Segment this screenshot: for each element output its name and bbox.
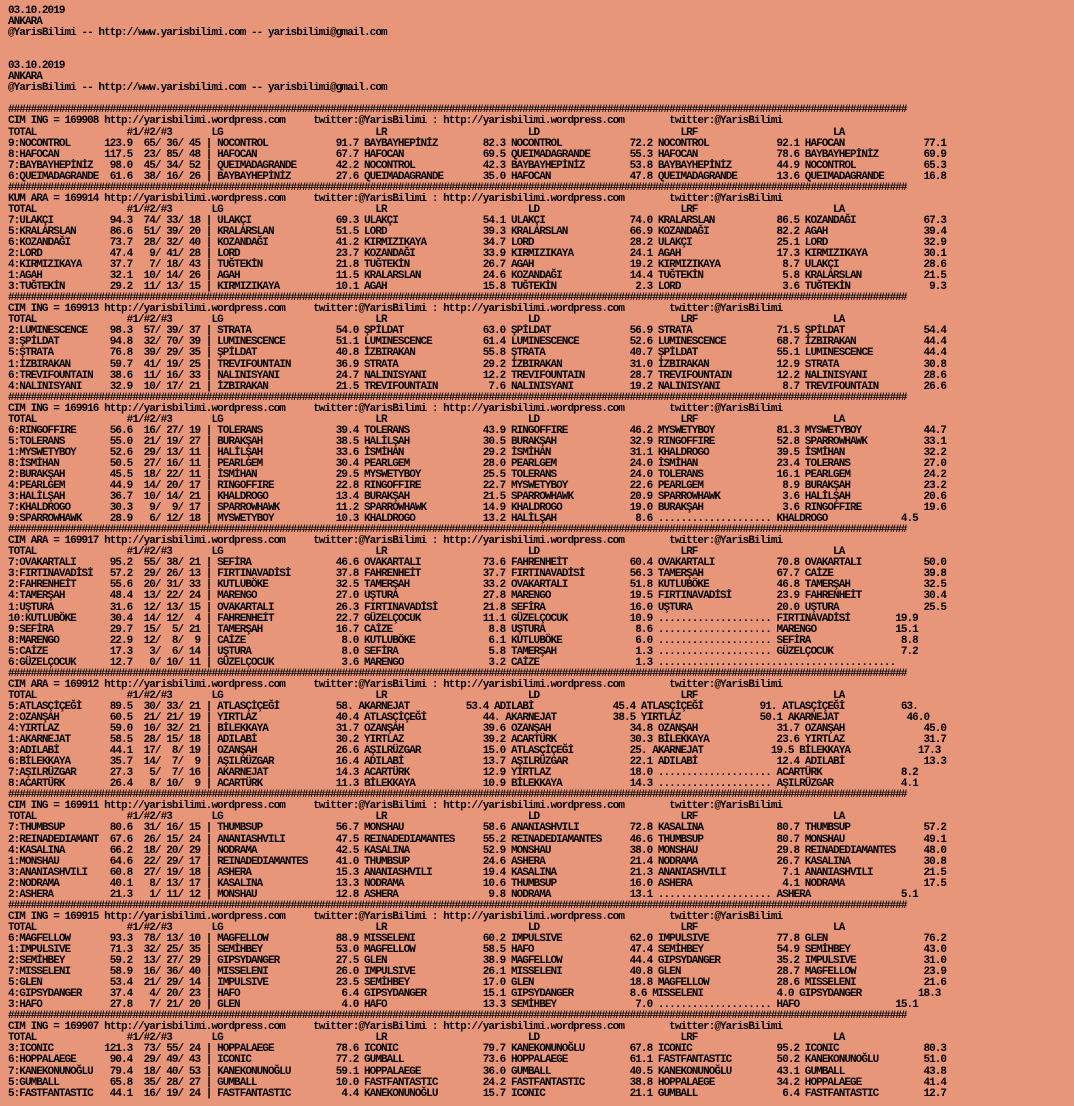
section-separator: ############################################################################################################################################################### — [8, 789, 907, 802]
report-row: 6:GÜZELÇOCUK 12.7 0/ 10/ 11 | GÜZELÇOCUK 3.6 MARENGO 3.2 CAİZE 1.3 .......................................... — [8, 656, 896, 669]
report-row: 7:THUMBSUP 80.6 31/ 16/ 15 | THUMBSUP 56.7 MONSHAU 58.6 ANANIASHVILI 72.8 KASALINA 80.7 THUMBSUP 57.2 — [8, 822, 947, 835]
report-row: 2:BURAKŞAH 45.5 18/ 22/ 11 | İSMİHAN 29.5 MYSWETYBOY 25.5 TOLERANS 24.0 TOLERANS 16.1 PEARLGEM 24.2 — [8, 468, 947, 481]
race-report — [8, 105, 1068, 1099]
section-separator: ############################################################################################################################################################### — [8, 391, 907, 404]
report-row: 5:KRALARSLAN 86.6 51/ 39/ 20 | KRALARSLAN 51.5 LORD 39.3 KRALARSLAN 66.9 KOZANDAĞI 82.2 AGAH 39.4 — [8, 225, 947, 238]
report-row: 6:MAGFELLOW 93.3 78/ 13/ 10 | MAGFELLOW 88.9 MISSELENI 60.2 IMPULSIVE 62.0 IMPULSIVE 77.8 GLEN 76.2 — [8, 932, 947, 945]
section-separator: ############################################################################################################################################################### — [8, 1010, 907, 1023]
report-row: 3:HAFO 27.8 7/ 21/ 20 | GLEN 4.0 HAFO 13.3 SEMİHBEY 7.0 .................... HAFO 15.1 — [8, 999, 918, 1012]
report-row: 1:MONSHAU 64.6 22/ 29/ 17 | REINADEDIAMANTES 41.0 THUMBSUP 24.6 ASHERA 21.4 NODRAMA 26.7 KASALINA 30.8 — [8, 855, 947, 868]
race-header: CIM ARA = 169917 http://yarisbilimi.wordpress.com twitter:@YarisBilimi : http://yarisbilimi.wordpress.com twitter:@YarisBilimi — [8, 535, 783, 548]
report-row: 9:NOCONTROL 123.9 65/ 36/ 45 | NOCONTROL 91.7 BAYBAYHEPİNİZ 82.3 NOCONTROL 72.2 NOCONTROL 92.1 HAFOCAN 77.1 — [8, 137, 947, 150]
header-city-repeat: ANKARA — [8, 71, 42, 84]
column-header: TOTAL #1/#2/#3 LG LR LD LRF LA — [8, 126, 845, 139]
column-header: TOTAL #1/#2/#3 LG LR LD LRF LA — [8, 1032, 845, 1045]
report-row: 6:TREVIFOUNTAIN 38.6 11/ 16/ 33 | NALINISYANI 24.7 NALINISYANI 12.2 TREVIFOUNTAIN 28.7 TREVIFOUNTAIN 12.2 NALINISYANI 28.6 — [8, 369, 947, 382]
section-separator: ############################################################################################################################################################### — [8, 899, 907, 912]
report-row: 7:KHALDROGO 30.3 9/ 9/ 17 | SPARROWHAWK 11.2 SPARROWHAWK 14.9 KHALDROGO 19.0 BURAKŞAH 3.6 RINGOFFIRE 19.6 — [8, 502, 947, 515]
report-row: 8:İSMİHAN 50.5 27/ 16/ 11 | PEARLGEM 30.4 PEARLGEM 28.0 PEARLGEM 24.0 İSMİHAN 23.4 TOLERANS 27.0 — [8, 457, 947, 470]
report-row: 1:AGAH 32.1 10/ 14/ 26 | AGAH 11.5 KRALARSLAN 24.6 KOZANDAĞI 14.4 TUĞTEKİN 5.8 KRALARSLAN 21.5 — [8, 270, 947, 283]
section-separator: ############################################################################################################################################################### — [8, 181, 907, 194]
report-row: 5:ATLASÇİÇEĞİ 89.5 30/ 33/ 21 | ATLASÇİÇEĞİ 58. AKARNEJAT 53.4 ADILABİ 45.4 ATLASÇİÇEĞİ 91. ATLASÇİÇEĞİ 63. — [8, 700, 918, 713]
header-contact-repeat: @YarisBilimi -- http://www.yarisbilimi.com -- yarisbilimi@gmail.com — [8, 82, 387, 95]
column-header: TOTAL #1/#2/#3 LG LR LD LRF LA — [8, 921, 845, 934]
report-row: 1:İZBIRAKAN 59.7 41/ 19/ 25 | TREVIFOUNTAIN 36.9 STRATA 29.2 İZBIRAKAN 31.0 İZBIRAKAN 12.9 STRATA 30.8 — [8, 358, 947, 371]
report-row: 7:AŞILRÜZGAR 27.3 5/ 7/ 16 | AKARNEJAT 14.3 ACARTÜRK 12.9 YIRTLAZ 18.0 .................... ACARTÜRK 8.2 — [8, 767, 918, 780]
report-row: 4:KASALINA 66.2 18/ 20/ 29 | NODRAMA 42.5 KASALINA 52.9 MONSHAU 38.0 MONSHAU 29.8 REINADEDIAMANTES 48.0 — [8, 844, 947, 857]
report-row: 1:MYSWETYBOY 52.6 29/ 13/ 11 | HALİLŞAH 33.6 İSMİHAN 29.2 İSMİHAN 31.1 KHALDROGO 39.5 İSMİHAN 32.2 — [8, 446, 947, 459]
report-row: 2:NODRAMA 40.1 8/ 13/ 17 | KASALINA 13.3 NODRAMA 10.6 THUMBSUP 16.0 ASHERA 4.1 NODRAMA 17.5 — [8, 877, 947, 890]
report-row: 1:UŞTURA 31.6 12/ 13/ 15 | OVAKARTALI 26.3 FIRTINAVADİSİ 21.8 SEFİRA 16.0 UŞTURA 20.0 UŞTURA 25.5 — [8, 601, 947, 614]
report-row: 6:BİLEKKAYA 35.7 14/ 7/ 9 | AŞILRÜZGAR 16.4 ADILABİ 13.7 AŞILRÜZGAR 22.1 ADILABİ 12.4 ADILABİ 13.3 — [8, 756, 947, 769]
section-separator: ############################################################################################################################################################### — [8, 292, 907, 305]
section-separator: ############################################################################################################################################################### — [8, 667, 907, 680]
blank-line — [8, 39, 1068, 50]
report-row: 5:FASTFANTASTIC 44.1 16/ 19/ 24 | FASTFANTASTIC 4.4 KANEKONUNOĞLU 15.7 ICONIC 21.1 GUMBALL 6.4 FASTFANTASTIC 12.7 — [8, 1087, 947, 1100]
header-date-repeat: 03.10.2019 — [8, 60, 65, 73]
report-row: 4:TAMERŞAH 48.4 13/ 22/ 24 | MARENGO 27.0 UŞTURA 27.8 MARENGO 19.5 FIRTINAVADİSİ 23.9 FAHRENHEİT 30.4 — [8, 590, 947, 603]
report-row: 4:NALINISYANI 32.9 10/ 17/ 21 | İZBIRAKAN 21.5 TREVIFOUNTAIN 7.6 NALINISYANI 19.2 NALINISYANI 8.7 TREVIFOUNTAIN 26.6 — [8, 380, 947, 393]
report-row: 3:TUĞTEKİN 29.2 11/ 13/ 15 | KIRMIZIKAYA 10.1 AGAH 15.8 TUĞTEKİN 2.3 LORD 3.6 TUĞTEKİN 9.3 — [8, 281, 947, 294]
report-row: 2:SEMİHBEY 59.2 13/ 27/ 29 | GIPSYDANGER 27.5 GLEN 38.9 MAGFELLOW 44.4 GIPSYDANGER 35.2 IMPULSIVE 31.0 — [8, 955, 947, 968]
report-row: 3:HALİLŞAH 36.7 10/ 14/ 21 | KHALDROGO 13.4 BURAKŞAH 21.5 SPARROWHAWK 20.9 SPARROWHAWK 3.6 HALİLŞAH 20.6 — [8, 491, 947, 504]
report-row: 4:KIRMIZIKAYA 37.7 7/ 18/ 43 | TUĞTEKİN 21.8 TUĞTEKİN 26.7 AGAH 19.2 KIRMIZIKAYA 8.7 ULAKÇI 28.6 — [8, 259, 947, 272]
report-row: 3:ŞPİLDAT 94.8 32/ 70/ 39 | LUMINESCENCE 51.1 LUMINESCENCE 61.4 LUMINESCENCE 52.6 LUMINESCENCE 68.7 İZBIRAKAN 44.4 — [8, 336, 947, 349]
report-row: 2:OZANŞAH 60.5 21/ 21/ 19 | YIRTLAZ 40.4 ATLASÇİÇEĞİ 44. AKARNEJAT 38.5 YIRTLAZ 50.1 AKARNEJAT 46.0 — [8, 712, 930, 724]
report-row: 2:LORD 47.4 9/ 41/ 28 | LORD 23.7 KOZANDAĞI 33.9 KIRMIZIKAYA 24.1 AGAH 17.3 KIRMIZIKAYA 30.1 — [8, 248, 947, 261]
report-row: 7:MISSELENI 58.9 16/ 36/ 40 | MISSELENI 26.0 IMPULSIVE 26.1 MISSELENI 40.8 GLEN 28.7 MAGFELLOW 23.9 — [8, 966, 947, 979]
report-row: 3:ANANIASHVILI 60.8 27/ 19/ 18 | ASHERA 15.3 ANANIASHVILI 19.4 KASALINA 21.3 ANANIASHVILI 7.1 ANANIASHVILI 21.5 — [8, 866, 947, 879]
report-row: 7:OVAKARTALI 95.2 55/ 38/ 21 | SEFİRA 46.6 OVAKARTALI 73.6 FAHRENHEİT 60.4 OVAKARTALI 70.8 OVAKARTALI 50.0 — [8, 557, 947, 570]
report-row: 2:ASHERA 21.3 1/ 11/ 12 | MONSHAU 12.8 ASHERA 9.8 NODRAMA 13.1 .................... ASHERA 5.1 — [8, 888, 918, 901]
report-row: 4:GIPSYDANGER 37.4 4/ 20/ 23 | HAFO 6.4 GIPSYDANGER 15.1 GIPSYDANGER 8.6 MISSELENI 4.0 GIPSYDANGER 18.3 — [8, 988, 941, 1001]
report-row: 4:PEARLGEM 44.9 14/ 20/ 17 | RINGOFFIRE 22.8 RINGOFFIRE 22.7 MYSWETYBOY 22.6 PEARLGEM 8.9 BURAKŞAH 23.2 — [8, 480, 947, 493]
race-header: CIM ING = 169911 http://yarisbilimi.wordpress.com twitter:@YarisBilimi : http://yarisbilimi.wordpress.com twitter:@YarisBilimi — [8, 800, 783, 813]
report-row: 7:ULAKÇI 94.3 74/ 33/ 18 | ULAKÇI 69.3 ULAKÇI 54.1 ULAKÇI 74.0 KRALARSLAN 86.5 KOZANDAĞI 67.3 — [8, 214, 947, 227]
column-header: TOTAL #1/#2/#3 LG LR LD LRF LA — [8, 314, 845, 327]
race-header: CIM ING = 169913 http://yarisbilimi.wordpress.com twitter:@YarisBilimi : http://yarisbilimi.wordpress.com twitter:@YarisBilimi — [8, 303, 783, 316]
report-row: 5:ŞTRATA 76.8 39/ 29/ 35 | ŞPİLDAT 40.8 İZBIRAKAN 55.8 ŞTRATA 40.7 ŞPİLDAT 55.1 LUMINESCENCE 44.4 — [8, 347, 947, 360]
report-row: 8:MARENGO 22.9 12/ 8/ 9 | CAİZE 8.0 KUTLUBÖKE 6.1 KUTLUBÖKE 6.0 .................... SEFİRA 8.8 — [8, 634, 918, 647]
blank-line — [8, 50, 1068, 61]
section-separator: ############################################################################################################################################################### — [8, 104, 907, 117]
column-header: TOTAL #1/#2/#3 LG LR LD LRF LA — [8, 413, 845, 426]
race-header: KUM ARA = 169914 http://yarisbilimi.wordpress.com twitter:@YarisBilimi : http://yarisbilimi.wordpress.com twitter:@YarisBilimi — [8, 192, 783, 205]
column-header: TOTAL #1/#2/#3 LG LR LD LRF LA — [8, 203, 845, 216]
race-header: CIM ING = 169908 http://yarisbilimi.wordpress.com twitter:@YarisBilimi : http://yarisbilimi.wordpress.com twitter:@YarisBilimi — [8, 115, 783, 128]
report-row: 9:SPARROWHAWK 28.9 6/ 12/ 18 | MYSWETYBOY 10.3 KHALDROGO 13.2 HALİLŞAH 8.6 .................... KHALDROGO 4.5 — [8, 513, 918, 526]
report-row: 5:GUMBALL 65.8 35/ 28/ 27 | GUMBALL 10.0 FASTFANTASTIC 24.2 FASTFANTASTIC 38.8 HOPPALAEGE 34.2 HOPPALAEGE 41.4 — [8, 1076, 947, 1089]
report-row: 6:KOZANDAĞI 73.7 28/ 32/ 40 | KOZANDAĞI 41.2 KIRMIZIKAYA 34.7 LORD 28.2 ULAKÇI 25.1 LORD 32.9 — [8, 236, 947, 249]
report-row: 3:FIRTINAVADİSİ 57.2 29/ 26/ 13 | FIRTINAVADİSİ 37.8 FAHRENHEİT 37.7 FIRTINAVADİSİ 56.3 TAMERŞAH 67.7 CAİZE 39.8 — [8, 568, 947, 581]
race-header: CIM ARA = 169912 http://yarisbilimi.wordpress.com twitter:@YarisBilimi : http://yarisbilimi.wordpress.com twitter:@YarisBilimi — [8, 678, 783, 691]
report-row: 9:SEFİRA 29.7 15/ 5/ 21 | TAMERŞAH 16.7 CAİZE 8.8 UŞTURA 8.6 .................... MARENGO 15.1 — [8, 623, 918, 636]
column-header: TOTAL #1/#2/#3 LG LR LD LRF LA — [8, 811, 845, 824]
report-row: 7:BAYBAYHEPİNİZ 98.0 45/ 34/ 52 | QUEIMADAGRANDE 42.2 NOCONTROL 42.3 BAYBAYHEPİNİZ 53.8 BAYBAYHEPİNİZ 44.9 NOCONTROL 65.3 — [8, 159, 947, 172]
race-header: CIM ING = 169907 http://yarisbilimi.wordpress.com twitter:@YarisBilimi : http://yarisbilimi.wordpress.com twitter:@YarisBilimi — [8, 1021, 783, 1034]
race-header: CIM ING = 169915 http://yarisbilimi.wordpress.com twitter:@YarisBilimi : http://yarisbilimi.wordpress.com twitter:@YarisBilimi — [8, 910, 783, 923]
column-header: TOTAL #1/#2/#3 LG LR LD LRF LA — [8, 689, 845, 702]
section-separator: ############################################################################################################################################################### — [8, 524, 907, 537]
report-row: 3:ADILABİ 44.1 17/ 8/ 19 | OZANŞAH 26.6 AŞILRÜZGAR 15.0 ATLASÇİÇEĞİ 25. AKARNEJAT 19.5 BİLEKKAYA 17.3 — [8, 745, 941, 758]
report-row: 2:LUMINESCENCE 98.3 57/ 39/ 37 | STRATA 54.0 ŞPİLDAT 63.0 ŞPİLDAT 56.9 STRATA 71.5 ŞPİLDAT 54.4 — [8, 325, 947, 338]
report-row: 2:REINADEDIAMANT 67.6 26/ 15/ 24 | ANANIASHVILI 47.5 REINADEDIAMANTES 55.2 REINADEDIAMANTES 46.6 THUMBSUP 80.7 MONSHAU 49.1 — [8, 833, 947, 846]
header-city: ANKARA — [8, 16, 42, 29]
report-row: 5:TOLERANS 55.0 21/ 19/ 27 | BURAKŞAH 38.5 HALİLŞAH 30.5 BURAKŞAH 32.9 RINGOFFIRE 52.8 SPARROWHAWK 33.1 — [8, 435, 947, 448]
report-row: 3:ICONIC 121.3 73/ 55/ 24 | HOPPALAEGE 78.6 ICONIC 79.7 KANEKONUNOĞLU 67.8 ICONIC 95.2 ICONIC 80.3 — [8, 1043, 947, 1056]
report-row: 6:QUEIMADAGRANDE 61.6 38/ 16/ 26 | BAYBAYHEPİNİZ 27.6 QUEIMADAGRANDE 35.0 HAFOCAN 47.8 QUEIMADAGRANDE 13.6 QUEIMADAGRANDE 16.8 — [8, 170, 947, 183]
header-contact: @YarisBilimi -- http://www.yarisbilimi.com -- yarisbilimi@gmail.com — [8, 27, 387, 40]
report-row: 4:YIRTLAZ 59.0 10/ 32/ 21 | BİLEKKAYA 31.7 OZANŞAH 39.6 OZANŞAH 34.8 OZANŞAH 31.7 OZANŞAH 45.0 — [8, 723, 947, 736]
report-row: 5:GLEN 53.4 21/ 29/ 14 | IMPULSIVE 23.5 SEMİHBEY 17.0 GLEN 18.8 MAGFELLOW 28.6 MISSELENI 21.6 — [8, 977, 947, 990]
report-row: 2:FAHRENHEİT 55.6 20/ 31/ 33 | KUTLUBÖKE 32.5 TAMERŞAH 33.2 OVAKARTALI 51.8 KUTLUBÖKE 46.8 TAMERŞAH 32.5 — [8, 579, 947, 592]
report-row: 6:HOPPALAEGE 90.4 29/ 49/ 43 | ICONIC 77.2 GUMBALL 73.6 HOPPALAEGE 61.1 FASTFANTASTIC 50.2 KANEKONUNOĞLU 51.0 — [8, 1054, 947, 1067]
report-row: 5:CAİZE 17.3 3/ 6/ 14 | UŞTURA 8.0 SEFİRA 5.8 TAMERŞAH 1.3 .................... GÜZELÇOCUK 7.2 — [8, 645, 918, 658]
report-row: 8:ACARTÜRK 26.4 8/ 10/ 9 | ACARTÜRK 11.3 BİLEKKAYA 10.9 BİLEKKAYA 14.3 .................... AŞILRÜZGAR 4.1 — [8, 778, 918, 791]
report-row: 6:RINGOFFIRE 56.6 16/ 27/ 19 | TOLERANS 39.4 TOLERANS 43.9 RINGOFFIRE 46.2 MYSWETYBOY 81.3 MYSWETYBOY 44.7 — [8, 424, 947, 437]
report-row: 10:KUTLUBÖKE 30.4 14/ 12/ 4 | FAHRENHEİT 22.7 GÜZELÇOCUK 11.1 GÜZELÇOCUK 10.9 .................... FIRTINAVADİSİ 19.9 — [8, 612, 918, 625]
report-row: 1:IMPULSIVE 71.3 32/ 25/ 35 | SEMİHBEY 53.0 MAGFELLOW 58.5 HAFO 47.4 SEMİHBEY 54.9 SEMİHBEY 43.0 — [8, 943, 947, 956]
report-row: 1:AKARNEJAT 58.5 28/ 15/ 18 | ADILABİ 30.2 YIRTLAZ 39.2 ACARTÜRK 30.3 BİLEKKAYA 23.6 YIRTLAZ 31.7 — [8, 734, 947, 747]
report-row: 7:KANEKONUNOĞLU 79.4 18/ 40/ 53 | KANEKONUNOĞLU 59.1 HOPPALAEGE 36.0 GUMBALL 40.5 KANEKONUNOĞLU 43.1 GUMBALL 43.8 — [8, 1065, 947, 1078]
race-header: CIM ING = 169916 http://yarisbilimi.wordpress.com twitter:@YarisBilimi : http://yarisbilimi.wordpress.com twitter:@YarisBilimi — [8, 402, 783, 415]
report-page — [8, 6, 1068, 1100]
header-date: 03.10.2019 — [8, 5, 65, 17]
column-header: TOTAL #1/#2/#3 LG LR LD LRF LA — [8, 546, 845, 559]
report-row: 8:HAFOCAN 117.5 23/ 85/ 48 | HAFOCAN 67.7 HAFOCAN 69.5 QUEIMADAGRANDE 55.3 HAFOCAN 78.6 BAYBAYHEPİNİZ 69.9 — [8, 148, 947, 161]
